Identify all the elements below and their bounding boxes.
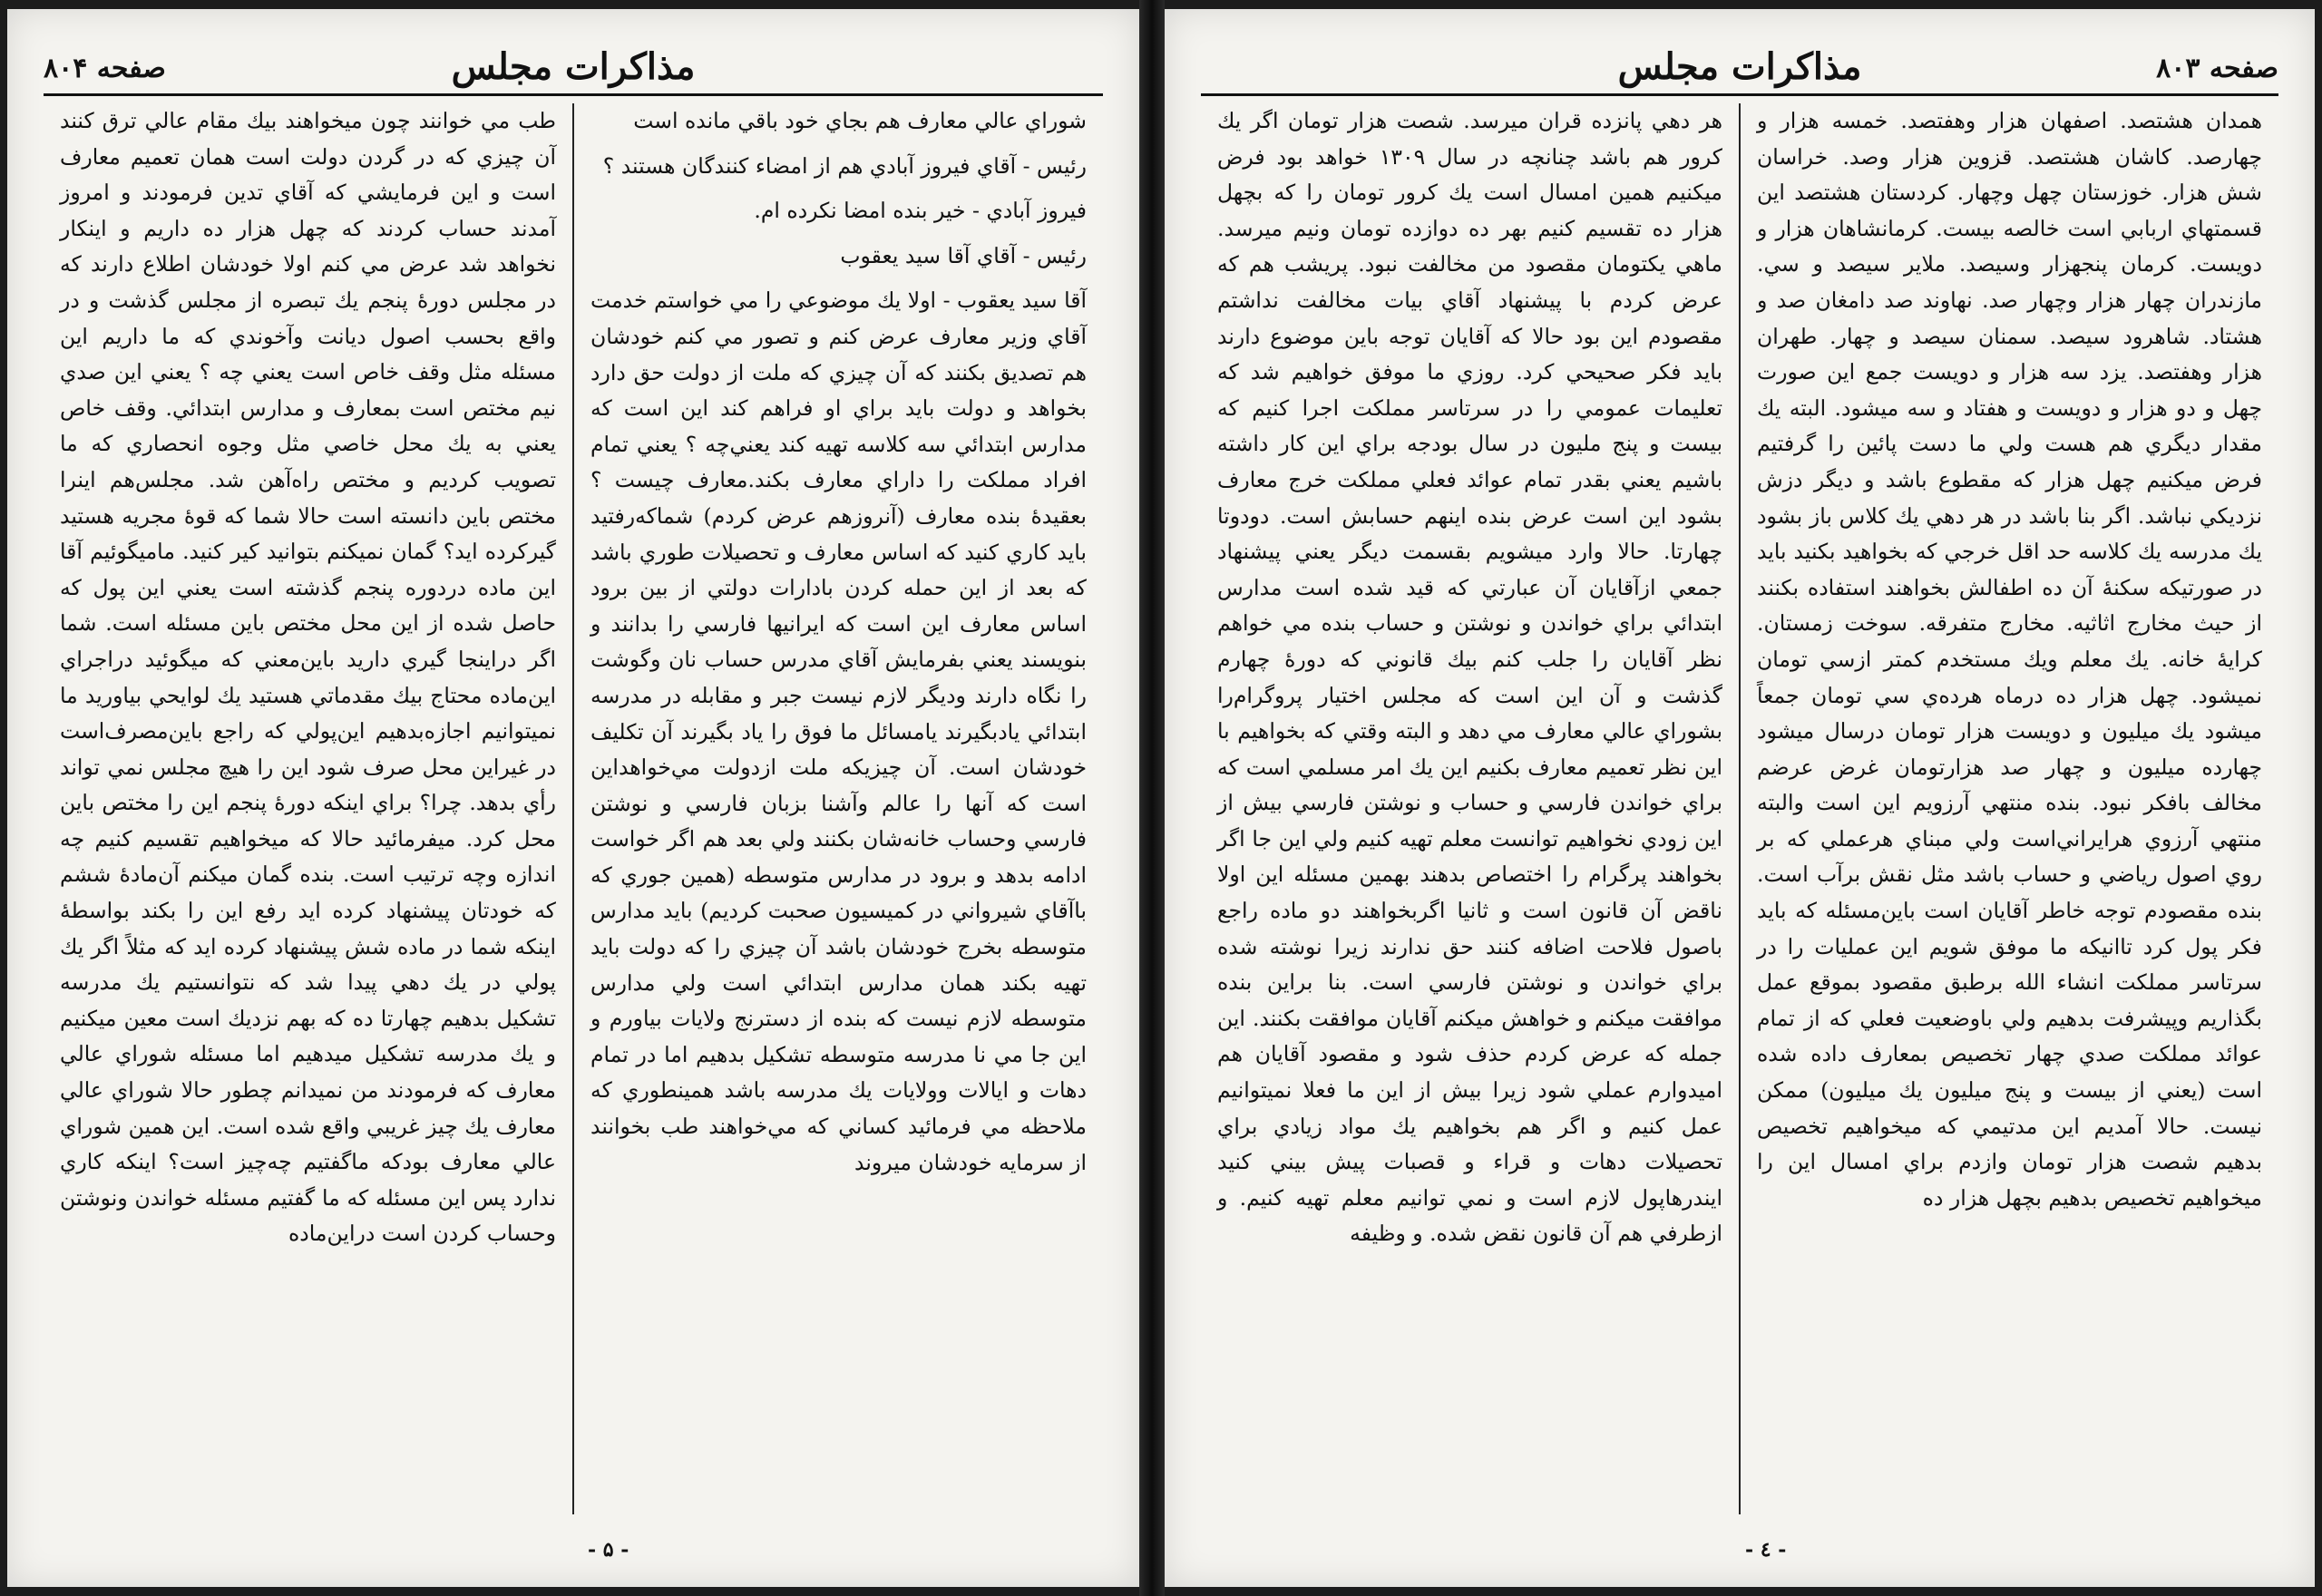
- page-header: [1201, 45, 2278, 96]
- paragraph: هر دهي پانزده قران ميرسد. شصت هزار تومان اگر يك كرور هم باشد چنانچه در سال ۱۳۰۹ خواهد بود فرض ميكنيم همين امسال است يك كرور تومان را كه بچهل هزار ده تقسيم كنيم بهر ده دوازده تومان ونيم ميرسد. ماهي يكتومان مقصود من مخالفت نبود. پريشب هم كه عرض كردم با پيشنهاد آقاي بيات مخالفت نداشتم مقصودم اين بود حالا كه آقايان توجه باين موضوع دارند بايد فكر صحيحي كرد. روزي ما موفق خواهيم شد كه تعليمات عمومي را در سرتاسر مملكت اجرا كنيم كه بيست و پنج مليون در سال بودجه براي اين كار داشته باشيم يعني بقدر تمام عوائد فعلي مملكت خرج معارف بشود اين است عرض بنده اينهم حسابش است. دودوتا چهارتا. حالا وارد ميشويم بقسمت ديگر يعني پيشنهاد جمعي ازآقايان آن عبارتي كه قيد شده است مدارس ابتدائي براي خواندن و نوشتن و حساب بنده مي خواهم نظر آقايان را جلب كنم بيك قانوني كه دورهٔ چهارم گذشت و آن اين است كه مجلس اختيار پروگرام‌را بشوراي عالي معارف مي دهد و البته وقتي كه بخواهيم با اين نظر تعميم معارف بكنيم اين يك امر مسلمي است كه براي خواندن فارسي و حساب و نوشتن فارسي بيش از اين زودي نخواهيم توانست معلم تهيه كنيم ولي اين جا اگر بخواهند پرگرام را اختصاص بدهند بهمين مسئله اين اولا ناقض آن قانون است و ثانيا اگربخواهند دو ماده راجع باصول فلاحت اضافه كنند حق ندارند زيرا نوشته شده براي خواندن و نوشتن فارسي است. بنا براين بنده موافقت ميكنم و خواهش ميكنم آقايان موافقت بكنند. اين جمله كه عرض كردم حذف شود و مقصود آقايان هم اميدوارم عملي شود زيرا بيش از اين ما فعلا نميتوانيم عمل كنيم و اگر هم بخواهيم يك مواد زيادي براي تحصيلات دهات و قراء و قصبات پيش بيني كنيد ايندرهاپول لازم است و نمي توانيم معلم تهيه كنيم. و ازطرفي هم آن قانون نقض شده. و وظيفه: [1217, 108, 1722, 1247]
- text-columns: [1201, 103, 2278, 1514]
- paragraph: آقا سيد يعقوب - اولا يك موضوعي را مي خواستم خدمت آقاي وزير معارف عرض كنم و تصور مي كنم خودشان هم تصديق بكنند كه آن چيزي كه ملت از دولت حق دارد بخواهد و دولت بايد براي او فراهم كند اين است كه مدارس ابتدائي سه كلاسه تهيه كند يعني‌چه ؟ يعني تمام افراد مملكت را داراي معارف بكند.معارف چيست ؟ بعقيدهٔ بنده معارف (آنروزهم عرض كردم) شماكه‌رفتيد بايد كاري كنيد كه اساس معارف و تحصيلات طوري باشد كه بعد از اين حمله كردن بادارات دولتي از بين برود اساس معارف اين است كه ايرانيها فارسي را بدانند و بنويسند يعني بفرمايش آقاي مدرس حساب نان وگوشت را نگاه دارند وديگر لازم نيست جبر و مقابله در مدرسه ابتدائي يادبگيرند يامسائل ما فوق را ياد بگيرند آن تكليف خودشان است. آن چيزيكه ملت ازدولت مي‌خواهداين است كه آنها را عالم وآشنا بزبان فارسي و نوشتن فارسي وحساب خانه‌شان بكنند ولي بعد هم اگر خواست ادامه بدهد و برود در مدارس متوسطه (همين جوري كه باآقاي شيرواني در كميسيون صحبت كرديم) بايد مدارس متوسطه بخرج خودشان باشد آن چيزي را كه دولت بايد تهيه بكند همان مدارس ابتدائي است ولي مدارس متوسطه لازم نيست كه بنده از دسترنج ولايات بياورم و اين جا مي نا مدرسه متوسطه تشكيل بدهيم اما در تمام دهات و ايالات وولايات يك مدرسه باشد همينطوري كه ملاحظه مي فرمائيد كساني كه مي‌خواهند طب بخوانند از سرمايه خودشان ميروند: [590, 287, 1087, 1175]
- right-page: [1165, 9, 2315, 1587]
- column-right: [1741, 103, 2278, 1514]
- paragraph: فيروز آبادي - خير بنده امضا نكرده ام.: [754, 198, 1087, 224]
- text-columns: [44, 103, 1103, 1514]
- page-footer-mark: - ۵ -: [588, 1538, 629, 1562]
- column-right: [574, 103, 1103, 1514]
- page-number: صفحه ۸۰۳: [2156, 53, 2278, 84]
- page-number: صفحه ۸۰۴: [44, 53, 166, 84]
- book-gutter: [1139, 0, 1165, 1596]
- paragraph: شوراي عالي معارف هم بجاي خود باقي مانده است: [633, 108, 1087, 133]
- paragraph: رئيس - آقاي فيروز آبادي هم از امضاء كنندگان هستند ؟: [602, 152, 1087, 179]
- paragraph: طب مي خوانند چون ميخواهند بيك مقام عالي ترق كنند آن چيزي كه در گردن دولت است همان تعميم معارف است و اين فرمايشي كه آقاي تدين فرمودند و امروز آمدند حساب كردند كه چهل هزار ده داريم و اينكار نخواهد شد عرض مي كنم اولا خودشان اطلاع دارند كه در مجلس دورهٔ پنجم يك تبصره از مجلس گذشت و در واقع بحسب اصول ديانت وآخوندي كه ما داريم اين مسئله مثل وقف خاص است يعني چه ؟ يعني اين صدي نيم مختص است بمعارف و مدارس ابتدائي. وقف خاص يعني به يك محل خاصي مثل وجوه انحصاري كه ما تصويب كرديم و مختص راه‌آهن شد. مجلس‌هم اينرا مختص باين دانسته است حالا شما كه قوهٔ مجريه هستيد گيركرده ايد؟ گمان نميكنم بتوانيد كير كنيد. ماميگوئيم آقا اين ماده دردوره پنجم گذشته است يعني اين پول كه حاصل شده از اين محل مختص باين مسئله است. شما اگر دراينجا گيري داريد باين‌معني كه ميگوئيد دراجراي اين‌ماده محتاج بيك مقدماتي هستيد يك لوايحي بياوريد ما نميتوانيم اجازه‌بدهيم اين‌پولي كه راجع باين‌مصرف‌است در غيراين محل صرف شود اين را هيچ مجلس نمي تواند رأي بدهد. چرا؟ براي اينكه دورهٔ پنجم اين را مختص باين محل كرد. ميفرمائيد حالا كه ميخواهيم تقسيم كنيم چه اندازه وچه ترتيب است. بنده گمان ميكنم آن‌مادهٔ ششم كه خودتان پيشنهاد كرده ايد رفع اين را بكند بواسطهٔ اينكه شما در ماده شش پيشنهاد كرده ايد كه مثلاً اگر يك پولي در يك دهي پيدا شد كه نتوانستيم يك مدرسه تشكيل بدهيم چهارتا ده كه بهم نزديك است معين ميكنيم و يك مدرسه تشكيل ميدهيم اما مسئله شوراي عالي معارف كه فرمودند من نميدانم چطور حالا شوراي عالي معارف يك چيز غريبي واقع شده است. اين همين شوراي عالي معارف بودكه ماگفتيم چه‌چيز است؟ اينكه كاري ندارد پس اين مسئله كه ما گفتيم مسئله خواندن ونوشتن وحساب كردن است دراين‌ماده: [60, 108, 556, 1247]
- paragraph: همدان هشتصد. اصفهان هزار وهفتصد. خمسه هزار و چهارصد. كاشان هشتصد. قزوين هزار وصد. خراسان شش هزار. خوزستان چهل وچهار. كردستان هشتصد اين قسمتهاي اربابي است خالصه بيست. كرمانشاهان هزار و دويست. كرمان پنجهزار وسيصد. ملاير سيصد و سي. مازندران چهار هزار وچهار صد. نهاوند صد دامغان صد و هشتاد. شاهرود سيصد. سمنان سيصد و چهار. طهران هزار وهفتصد. يزد سه هزار و دويست جمع اين صورت چهل و دو هزار و دويست و هفتاد و سه ميشود. البته يك مقدار ديگري هم هست ولي ما دست پائين را گرفتيم فرض ميكنيم چهل هزار كه مقطوع باشد و ديگر دزش نزديكي نباشد. اگر بنا باشد در هر دهي يك كلاس باز بشود يك مدرسه يك كلاسه حد اقل خرجي كه بخواهيد بكنيد بايد در صورتيكه سكنهٔ آن ده اطفالش بخواهند استفاده بكنند از حيث مخارج اثاثيه. مخارج متفرقه. سوخت زمستان. كرايهٔ خانه. يك معلم ويك مستخدم كمتر ازسي تومان نميشود. چهل هزار ده درماه هرده‌ي سي تومان جمعاً ميشود يك ميليون و دويست هزار تومان درسال ميشود چهارده ميليون و چهار صد هزارتومان غرض عرضم مخالف بافكر نبود. بنده منتهي آرزويم اين است والبته منتهي آرزوي هرايراني‌است ولي مبناي هرعملي كه بر روي اصول رياضي و حساب باشد مثل نقش برآب است. بنده مقصودم توجه خاطر آقايان است باين‌مسئله كه بايد فكر پول كرد تاانيكه ما موفق شويم اين عمليات را در سرتاسر مملكت انشاء الله برطبق مقصود بموقع عمل بگذاريم وپيشرفت بدهيم ولي باوضعيت فعلي كه از تمام عوائد مملكت صدي چهار تخصيص بمعارف داده شده است (يعني از بيست و پنج ميليون يك ميليون) ممكن نيست. حالا آمديم اين مدتيمي كه ميخواهيم تخصيص بدهيم شصت هزار تومان وازدم براي امسال اين را ميخواهيم تخصيص بدهيم بچهل هزار ده: [1757, 108, 2262, 1211]
- paragraph: رئيس - آقاي آقا سيد يعقوب: [840, 242, 1087, 268]
- page-footer-mark: - ٤ -: [1745, 1538, 1787, 1562]
- column-left: [1201, 103, 1741, 1514]
- journal-title: مذاكرات مجلس: [1617, 45, 1862, 88]
- journal-title: مذاكرات مجلس: [451, 45, 696, 88]
- page-header: [44, 45, 1103, 96]
- left-page: [7, 9, 1139, 1587]
- column-left: [44, 103, 574, 1514]
